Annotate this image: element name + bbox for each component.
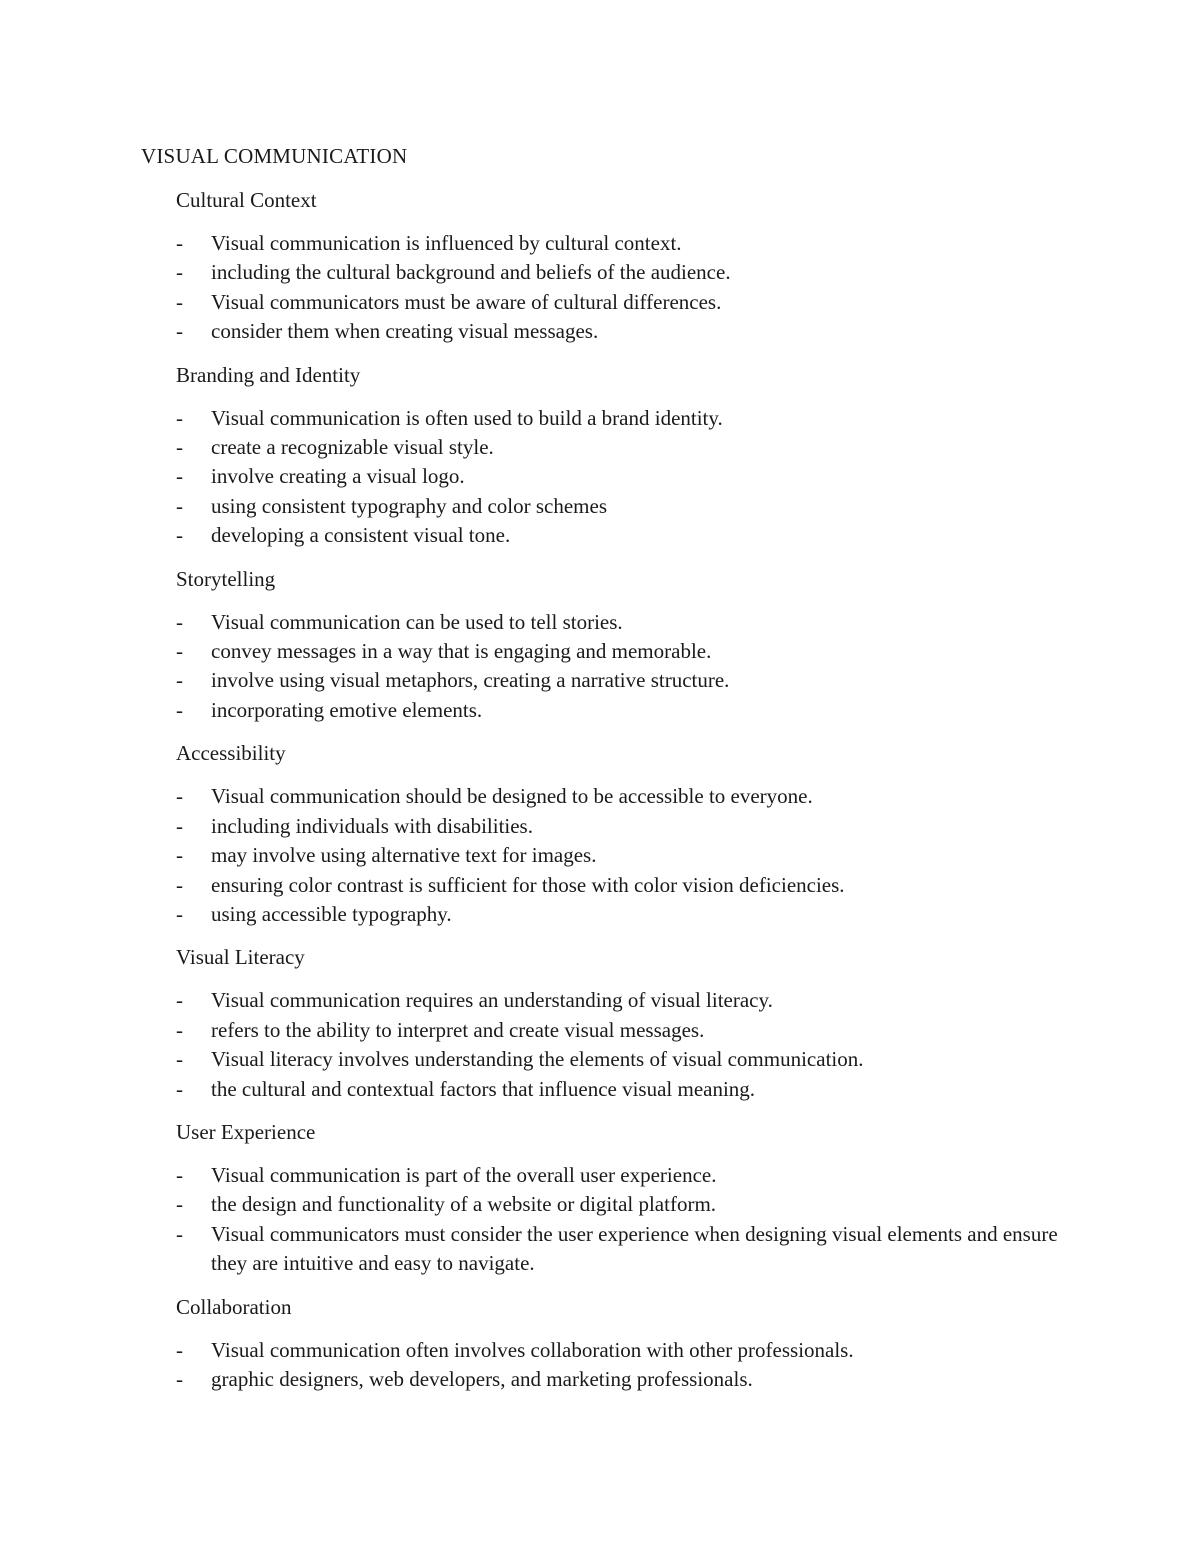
bullet-list [176, 782, 1096, 929]
bullet-marker: - [176, 435, 183, 460]
section [176, 1118, 1096, 1279]
section [176, 361, 1096, 551]
bullet-marker: - [176, 260, 183, 285]
bullet-marker: - [176, 988, 183, 1013]
list-item [176, 608, 1096, 637]
section-heading: Cultural Context [176, 188, 317, 212]
list-item-text: Visual communication is part of the overall user experience. [211, 1162, 717, 1187]
list-item-text: create a recognizable visual style. [211, 435, 494, 460]
list-item-text: Visual literacy involves understanding the elements of visual communication. [211, 1047, 864, 1072]
list-item [176, 229, 1096, 258]
list-item [176, 986, 1096, 1015]
bullet-list [176, 404, 1096, 551]
list-item [176, 258, 1096, 287]
list-item-text: using accessible typography. [211, 901, 452, 926]
list-item-text: may involve using alternative text for images. [211, 843, 597, 868]
list-item-text: Visual communication is often used to build a brand identity. [211, 405, 723, 430]
list-item-text: graphic designers, web developers, and marketing professionals. [211, 1366, 753, 1391]
list-item [176, 462, 1096, 491]
list-item-text: consider them when creating visual messages. [211, 319, 599, 344]
list-item-text: the cultural and contextual factors that influence visual meaning. [211, 1076, 756, 1101]
bullet-marker: - [176, 901, 183, 926]
section-heading: Collaboration [176, 1294, 292, 1319]
bullet-marker: - [176, 872, 183, 897]
list-item [176, 1016, 1096, 1045]
bullet-marker: - [176, 1192, 183, 1217]
section-heading: Branding and Identity [176, 362, 361, 387]
list-item-text: Visual communicators must consider the user experience when designing visual elements and ensure they are intuitive and easy to navigate. [211, 1221, 1058, 1276]
list-item-text: convey messages in a way that is engaging and memorable. [211, 639, 712, 664]
bullet-marker: - [176, 464, 183, 489]
list-item [176, 871, 1096, 900]
bullet-marker: - [176, 523, 183, 548]
bullet-marker: - [176, 639, 183, 664]
section-heading: Visual Literacy [176, 945, 305, 970]
bullet-marker: - [176, 784, 183, 809]
section [176, 186, 1096, 347]
section [176, 1293, 1096, 1395]
list-item-text: including individuals with disabilities. [211, 813, 533, 838]
list-item-text: incorporating emotive elements. [211, 697, 483, 722]
bullet-marker: - [176, 405, 183, 430]
list-item-text: developing a consistent visual tone. [211, 523, 511, 548]
bullet-marker: - [176, 697, 183, 722]
bullet-marker: - [176, 1047, 183, 1072]
section [176, 943, 1096, 1104]
bullet-list [176, 229, 1096, 347]
list-item-text: involve using visual metaphors, creating a narrative structure. [211, 668, 730, 693]
section-heading: Accessibility [176, 741, 286, 766]
list-item [176, 1365, 1096, 1394]
list-item [176, 1336, 1096, 1365]
bullet-list [176, 1161, 1096, 1279]
bullet-marker: - [176, 843, 183, 868]
list-item [176, 1045, 1096, 1074]
bullet-marker: - [176, 668, 183, 693]
bullet-marker: - [176, 609, 183, 634]
section [176, 739, 1096, 929]
bullet-marker: - [176, 289, 183, 314]
list-item-text: Visual communication is influenced by cultural context. [211, 231, 682, 255]
list-item [176, 1075, 1096, 1104]
list-item-text: involve creating a visual logo. [211, 464, 465, 489]
list-item-text: the design and functionality of a website or digital platform. [211, 1192, 717, 1217]
list-item-text: refers to the ability to interpret and create visual messages. [211, 1017, 705, 1042]
list-item [176, 1220, 1096, 1279]
list-item [176, 288, 1096, 317]
bullet-marker: - [176, 1017, 183, 1042]
list-item [176, 637, 1096, 666]
bullet-marker: - [176, 319, 183, 344]
list-item [176, 433, 1096, 462]
list-item-text: including the cultural background and beliefs of the audience. [211, 260, 731, 285]
bullet-marker: - [176, 1221, 183, 1246]
sections-container [176, 186, 1096, 1408]
list-item [176, 492, 1096, 521]
bullet-marker: - [176, 1162, 183, 1187]
list-item [176, 404, 1096, 433]
section-heading: Storytelling [176, 566, 276, 591]
list-item-text: Visual communication often involves collaboration with other professionals. [211, 1337, 854, 1362]
list-item-text: Visual communicators must be aware of cultural differences. [211, 289, 722, 314]
list-item-text: using consistent typography and color schemes [211, 493, 608, 518]
list-item [176, 900, 1096, 929]
list-item-text: Visual communication requires an understanding of visual literacy. [211, 988, 773, 1013]
list-item [176, 696, 1096, 725]
list-item [176, 521, 1096, 550]
list-item [176, 841, 1096, 870]
bullet-marker: - [176, 813, 183, 838]
list-item [176, 1161, 1096, 1190]
list-item [176, 812, 1096, 841]
bullet-list [176, 986, 1096, 1104]
list-item-text: Visual communication should be designed to be accessible to everyone. [211, 784, 813, 809]
bullet-marker: - [176, 493, 183, 518]
list-item [176, 317, 1096, 346]
list-item [176, 1190, 1096, 1219]
list-item [176, 782, 1096, 811]
section-heading: User Experience [176, 1119, 316, 1144]
bullet-list [176, 1336, 1096, 1395]
bullet-list [176, 608, 1096, 726]
section [176, 565, 1096, 726]
list-item [176, 666, 1096, 695]
bullet-marker: - [176, 231, 183, 255]
bullet-marker: - [176, 1076, 183, 1101]
list-item-text: ensuring color contrast is sufficient for those with color vision deficiencies. [211, 872, 845, 897]
bullet-marker: - [176, 1337, 183, 1362]
document-title: VISUAL COMMUNICATION [141, 144, 408, 168]
list-item-text: Visual communication can be used to tell stories. [211, 609, 623, 634]
bullet-marker: - [176, 1366, 183, 1391]
